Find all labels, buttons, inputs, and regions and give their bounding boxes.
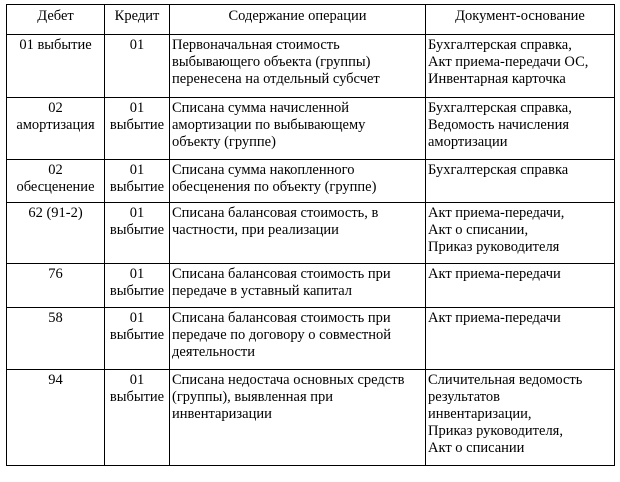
cell-line: 01 [129,205,145,221]
cell-content [170,203,426,264]
table-header-row [7,5,615,35]
cell-line: 01 [129,37,145,53]
cell-line: обесценение [16,179,95,195]
cell-line: амортизации [428,134,508,150]
cell-line: амортизации по выбывающему [172,117,366,133]
cell-line: 01 [129,266,145,282]
table-row [7,308,615,370]
cell-line: Ведомость начисления [428,117,570,133]
cell-line: Акт приема-передачи [428,266,561,282]
cell-line: Первоначальная стоимость [172,37,340,53]
cell-line: Списана сумма накопленного [172,162,355,178]
cell-line: выбытие [109,222,165,238]
cell-document [426,370,615,466]
table-row [7,264,615,308]
cell-debet [7,370,105,466]
cell-line: перенесена на отдельный субсчет [172,71,380,87]
cell-line: Списана балансовая стоимость при [172,266,391,282]
cell-line: обесценения по объекту (группе) [172,179,377,195]
cell-document [426,264,615,308]
cell-line: 01 [129,100,145,116]
cell-line: передаче в уставный капитал [172,283,353,299]
cell-line: Списана балансовая стоимость, в [172,205,379,221]
cell-content [170,370,426,466]
cell-line: 01 [129,162,145,178]
cell-debet [7,203,105,264]
table-row [7,98,615,160]
cell-document [426,308,615,370]
cell-line: выбытие [109,389,165,405]
cell-credit [105,264,170,308]
cell-credit [105,160,170,203]
table-row [7,370,615,466]
cell-line: Акт приема-передачи ОС, [428,54,589,70]
cell-line: 94 [48,372,63,388]
cell-line: 02 [48,100,63,116]
cell-line: частности, при реализации [172,222,339,238]
cell-line: Бухгалтерская справка [428,162,569,178]
cell-credit [105,308,170,370]
cell-document [426,160,615,203]
cell-line: инвентаризации [172,406,272,422]
cell-line: выбывающего объекта (группы) [172,54,371,70]
cell-line: Списана недостача основных средств [172,372,405,388]
table-row [7,35,615,98]
cell-document [426,35,615,98]
cell-line: Списана сумма начисленной [172,100,349,116]
cell-line: выбытие [109,117,165,133]
cell-line: амортизация [16,117,95,133]
cell-debet [7,35,105,98]
cell-credit [105,370,170,466]
cell-line: выбытие [109,283,165,299]
cell-line: 62 (91-2) [28,205,83,221]
cell-line: Приказ руководителя [428,239,560,255]
cell-line: 58 [48,310,63,326]
cell-line: Бухгалтерская справка, [428,100,572,116]
header-content: Содержание операции [170,5,426,35]
cell-line: выбытие [109,327,165,343]
header-debet: Дебет [7,5,105,35]
cell-document [426,98,615,160]
operations-table [6,4,615,466]
cell-document [426,203,615,264]
cell-line: объекту (группе) [172,134,276,150]
header-document: Документ-основание [426,5,615,35]
cell-credit [105,35,170,98]
cell-line: передаче по договору о совместной [172,327,391,343]
cell-debet [7,98,105,160]
cell-line: 76 [48,266,63,282]
cell-line: Акт приема-передачи, [428,205,565,221]
table-row [7,160,615,203]
cell-line: Акт о списании [428,440,525,456]
cell-debet [7,264,105,308]
cell-line: Акт о списании, [428,222,529,238]
cell-line: Списана балансовая стоимость при [172,310,391,326]
cell-line: Бухгалтерская справка, [428,37,572,53]
cell-line: Приказ руководителя, [428,423,563,439]
cell-line: деятельности [172,344,256,360]
cell-content [170,264,426,308]
cell-debet [7,160,105,203]
cell-line: 01 [129,310,145,326]
cell-line: результатов [428,389,501,405]
table-row [7,203,615,264]
cell-line: Инвентарная карточка [428,71,566,87]
cell-debet [7,308,105,370]
cell-line: выбытие [109,179,165,195]
cell-credit [105,98,170,160]
cell-line: 01 [129,372,145,388]
cell-line: Сличительная ведомость [428,372,583,388]
cell-line: 01 выбытие [19,37,92,53]
cell-line: 02 [48,162,63,178]
cell-line: (группы), выявленная при [172,389,334,405]
cell-line: Акт приема-передачи [428,310,561,326]
cell-line: инвентаризации, [428,406,532,422]
cell-credit [105,203,170,264]
header-credit: Кредит [105,5,170,35]
cell-content [170,98,426,160]
cell-content [170,35,426,98]
cell-content [170,160,426,203]
cell-content [170,308,426,370]
